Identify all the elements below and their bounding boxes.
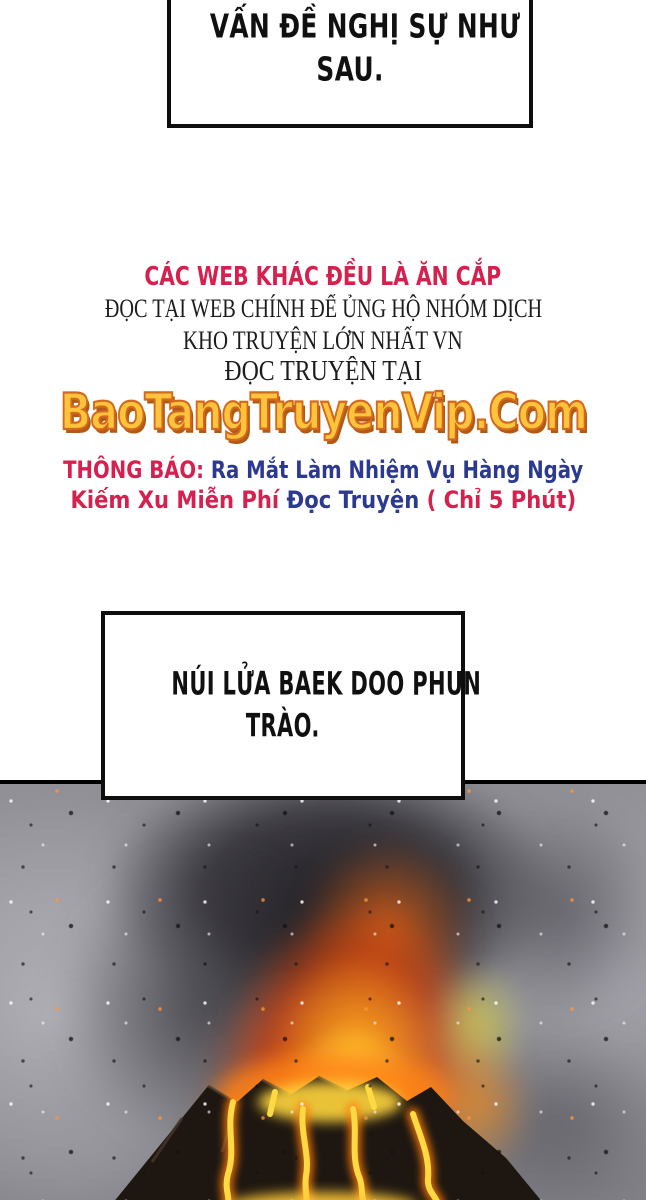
speech-line: SAU.	[316, 50, 384, 90]
speech-line: NÚI LỬA BAEK DOO PHUN	[171, 665, 482, 703]
notice-text: Kiếm Xu Miễn Phí	[70, 486, 279, 514]
ad-headline	[0, 262, 646, 292]
speech-bubble-2	[101, 611, 482, 800]
ad-notice-line-2	[0, 486, 646, 515]
ad-support-line	[0, 294, 646, 324]
site-name-text: BaoTangTruyenVip.Com	[59, 383, 587, 441]
speech-line: TRÀO.	[246, 707, 320, 745]
ad-headline-text: CÁC WEB KHÁC ĐỀU LÀ ĂN CẮP	[144, 262, 502, 292]
ash-ember-speckles	[0, 784, 646, 1200]
speech-bubble-2-text	[105, 664, 482, 748]
ad-repo-text: KHO TRUYỆN LỚN NHẤT VN	[183, 326, 463, 355]
ad-notice-line-1	[0, 456, 646, 485]
ad-read-at-text: ĐỌC TRUYỆN TẠI	[224, 356, 422, 387]
ad-support-text: ĐỌC TẠI WEB CHÍNH ĐỂ ỦNG HỘ NHÓM DỊCH	[104, 294, 542, 323]
ad-repo-line	[0, 326, 646, 356]
ad-site-name	[0, 381, 646, 443]
notice-text: Ra Mắt Làm Nhiệm Vụ Hàng Ngày	[210, 456, 584, 484]
notice-text: ( Chỉ 5 Phút)	[426, 486, 576, 514]
speech-bubble-1-text	[171, 0, 529, 92]
notice-label: THÔNG BÁO:	[62, 456, 204, 484]
speech-line: VẤN ĐỀ NGHỊ SỰ NHƯ	[209, 7, 521, 47]
volcano-panel	[0, 780, 646, 1200]
speech-bubble-1	[167, 0, 533, 128]
notice-text: Đọc Truyện	[286, 486, 419, 514]
